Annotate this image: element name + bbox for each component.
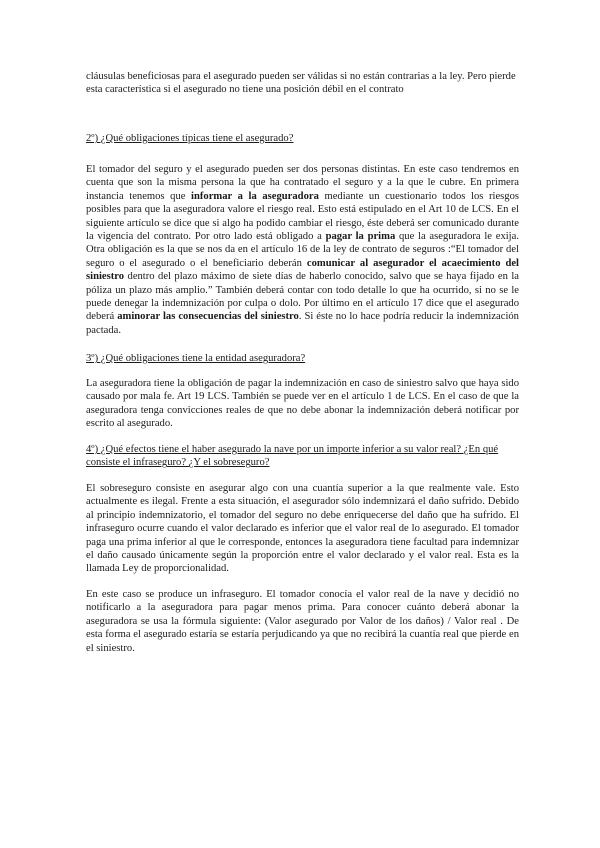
question-4-answer-1 xyxy=(86,482,519,576)
q2-bold-pagar: pagar la prima xyxy=(325,231,396,243)
question-3-heading xyxy=(86,352,519,365)
question-2-answer xyxy=(86,163,519,337)
q2-text-g: dentro del plazo máximo de siete días de haberlo conocido, salvo que se haya fijado en la póliza un plazo más amplio.” También deberá contar con todo detalle lo que ha ocurrido, si no se le puede denegar la indemnización por culpa o dolo. Por último en el artículo 17 dice que el asegurado deberá xyxy=(86,271,519,323)
q2-text-c: mediante un cuestionario todos los riesgos posibles para que la aseguradora valore el riesgo real. Esto está estipulado en el Art 10 de LCS. En el siguiente artículo se dice que si algo ha podido cambiar el riesgo, éste deberá ser comunicado durante la vigencia del contrato. Por otro lado está obligado a xyxy=(86,190,519,243)
q2-text-a: El tomador del seguro y el asegurado pueden ser dos personas distintas. En este caso tendremos en cuenta que son la misma persona la que ha contratado el seguro y a la que le cubre. En primera instancia tenemos que xyxy=(86,164,519,202)
question-4-paragraph-2: En este caso se produce un infraseguro. El tomador conocía el valor real de la nave y decidió no notificarlo a la aseguradora para pagar menos prima. Para conocer cuánto deberá abonar la aseguradora se usa la fórmula siguiente: (Valor asegurado por Valor de los daños) / Valor real . De esta forma el asegurado estaría se estaría perjudicando ya que no recibirá la cuantía real que pierde en el siniestro. xyxy=(86,589,519,654)
question-2-heading xyxy=(86,132,519,145)
question-3-paragraph: La aseguradora tiene la obligación de pagar la indemnización en caso de siniestro salvo que haya sido causado por mala fe. Art 19 LCS. También se puede ver en el artículo 1 de LCS. En el caso de que la aseguradora tenga convicciones reales de que no debe abonar la indemnización deberá notificar por escrito al asegurado. xyxy=(86,378,519,430)
intro-paragraph xyxy=(86,70,519,97)
question-2-heading-text: 2º) ¿Qué obligaciones típicas tiene el asegurado? xyxy=(86,133,294,144)
q2-bold-comunicar: comunicar al asegurador el acaecimiento del siniestro xyxy=(86,257,519,283)
intro-text: cláusulas beneficiosas para el asegurado pueden ser válidas si no están contrarias a la ley. Pero pierde esta característica si el asegurado no tiene una posición débil en el contrato xyxy=(86,71,516,96)
question-2-paragraph xyxy=(86,163,519,337)
q2-text-e: que la aseguradora le exija. Otra obligación es la que se nos da en el artículo 16 de la ley de contrato de seguros :“El tomador del seguro o el asegurado o el beneficiario deberán xyxy=(86,231,519,269)
question-4-paragraph-1: El sobreseguro consiste en asegurar algo con una cuantía superior a la que realmente vale. Esto actualmente es ilegal. Frente a esta situación, el asegurador sólo indemnizará el daño sufrido. Debido al principio indemnizatorio, el tomador del seguro no debe enriquecerse del daño que ha sufrido. El infraseguro ocurre cuando el valor declarado es inferior que el valor real de lo asegurado. El tomador paga una prima inferior al que le corresponde, entonces la aseguradora tiene facultad para indemnizar el daño causado únicamente según la proporción entre el valor declarado y el valor real. Esta es la llamada Ley de proporcionalidad. xyxy=(86,483,519,575)
q2-bold-informar: informar a la aseguradora xyxy=(191,190,319,202)
question-3-answer xyxy=(86,377,519,431)
q2-text-i: . Si éste no lo hace podría reducir la indemnización pactada. xyxy=(86,311,519,336)
question-3-heading-text: 3º) ¿Qué obligaciones tiene la entidad aseguradora? xyxy=(86,353,306,364)
question-4-heading xyxy=(86,443,519,470)
question-4-answer-2 xyxy=(86,588,519,655)
q2-bold-aminorar: aminorar las consecuencias del siniestro xyxy=(117,311,299,323)
question-4-heading-text: 4º) ¿Qué efectos tiene el haber asegurado la nave por un importe inferior a su valor real? ¿En qué consiste el infraseguro? ¿Y el sobreseguro? xyxy=(86,444,499,469)
